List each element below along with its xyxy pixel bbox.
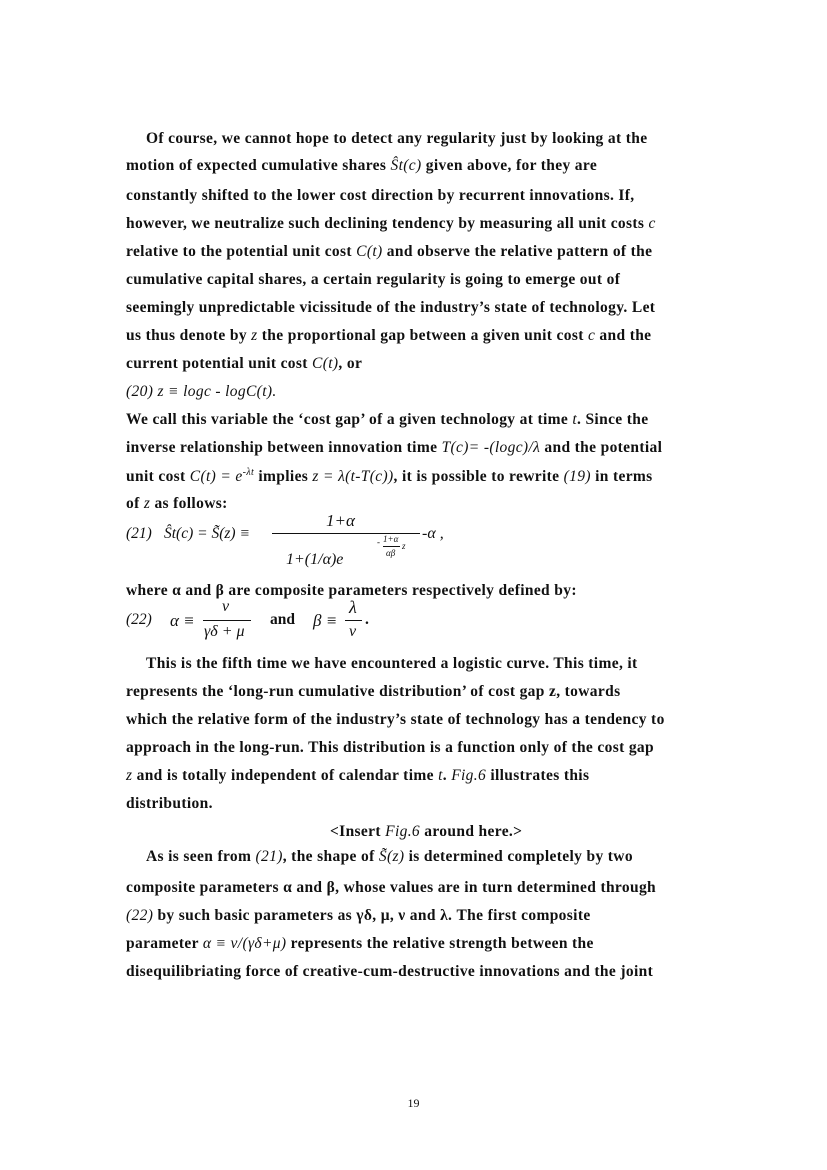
exponent-numerator: 1+α	[383, 534, 399, 544]
text-line: unit cost $C(t) = e^{-\lambda t}$ implies z = λ(t-T(c)), it is possible to rewrite (19) in terms	[126, 467, 653, 486]
text-line: which the relative form of the industry’s state of technology has a tendency to	[126, 711, 665, 728]
text-line: of z as follows:	[126, 495, 228, 512]
page-number: 19	[407, 1096, 420, 1110]
text-line: approach in the long-run. This distribution is a function only of the cost gap	[126, 739, 654, 756]
alpha-denominator: γδ + μ	[204, 623, 245, 640]
exponent-variable: z	[402, 541, 406, 551]
alpha-definition: α ≡	[170, 611, 195, 630]
alpha-numerator: ν	[222, 598, 230, 615]
text-line: current potential unit cost C(t), or	[126, 355, 363, 372]
equation-tail: -α ,	[422, 525, 444, 542]
text-line: constantly shifted to the lower cost direction by recurrent innovations. If,	[126, 187, 635, 204]
text-line: disequilibriating force of creative-cum-destructive innovations and the joint	[126, 963, 654, 980]
text-line: z and is totally independent of calendar time t. Fig.6 illustrates this	[126, 767, 590, 784]
text-line: distribution.	[126, 795, 213, 812]
beta-numerator: λ	[349, 597, 357, 617]
beta-fraction-bar	[345, 620, 362, 621]
fraction-denominator: 1+(1/α)e	[286, 551, 344, 568]
equation-label: (21)	[126, 525, 152, 542]
text-line: cumulative capital shares, a certain regularity is going to emerge out of	[126, 271, 621, 288]
text-line: inverse relationship between innovation time T(c)= -(logc)/λ and the potential	[126, 439, 663, 456]
exponent-minus: -	[377, 537, 380, 547]
text-line: Of course, we cannot hope to detect any regularity just by looking at the	[146, 130, 648, 147]
text-line: composite parameters α and β, whose values are in turn determined through	[126, 879, 657, 896]
text-line: however, we neutralize such declining tendency by measuring all unit costs c	[126, 215, 656, 232]
equation-label: (22)	[126, 611, 152, 628]
text-line: us thus denote by z the proportional gap between a given unit cost c and the	[126, 327, 652, 344]
fraction-numerator: 1+α	[326, 511, 355, 530]
exponent-fraction-bar	[383, 546, 400, 547]
exponent-denominator: αβ	[386, 548, 396, 558]
text-line: parameter α ≡ ν/(γδ+μ) represents the relative strength between the	[126, 935, 594, 952]
text-line: (22) by such basic parameters as γδ, μ, ν and λ. The first composite	[126, 907, 591, 924]
text-line: seemingly unpredictable vicissitude of the industry’s state of technology. Let	[126, 299, 656, 316]
beta-denominator: ν	[349, 623, 357, 640]
equation-lhs: Ŝt(c) = S̃(z) ≡	[164, 525, 250, 542]
text-line: As is seen from (21), the shape of S̃(z) is determined completely by two	[146, 848, 633, 865]
figure-insert-note: <Insert Fig.6 around here.>	[330, 823, 523, 840]
text-line: We call this variable the ‘cost gap’ of a given technology at time t. Since the	[126, 411, 649, 428]
period: .	[365, 611, 369, 628]
beta-definition: β ≡	[313, 611, 338, 630]
equation-20: (20) z ≡ logc - logC(t).	[126, 383, 277, 400]
alpha-fraction-bar	[203, 620, 251, 621]
text-line: relative to the potential unit cost C(t) and observe the relative pattern of the	[126, 243, 653, 260]
text-line: where α and β are composite parameters respectively defined by:	[126, 582, 577, 599]
text-line: represents the ‘long-run cumulative distribution’ of cost gap z, towards	[126, 683, 621, 700]
text-line: motion of expected cumulative shares Ŝt(c) given above, for they are	[126, 157, 598, 174]
and-word: and	[270, 611, 295, 628]
text-line: This is the fifth time we have encountered a logistic curve. This time, it	[146, 655, 638, 672]
